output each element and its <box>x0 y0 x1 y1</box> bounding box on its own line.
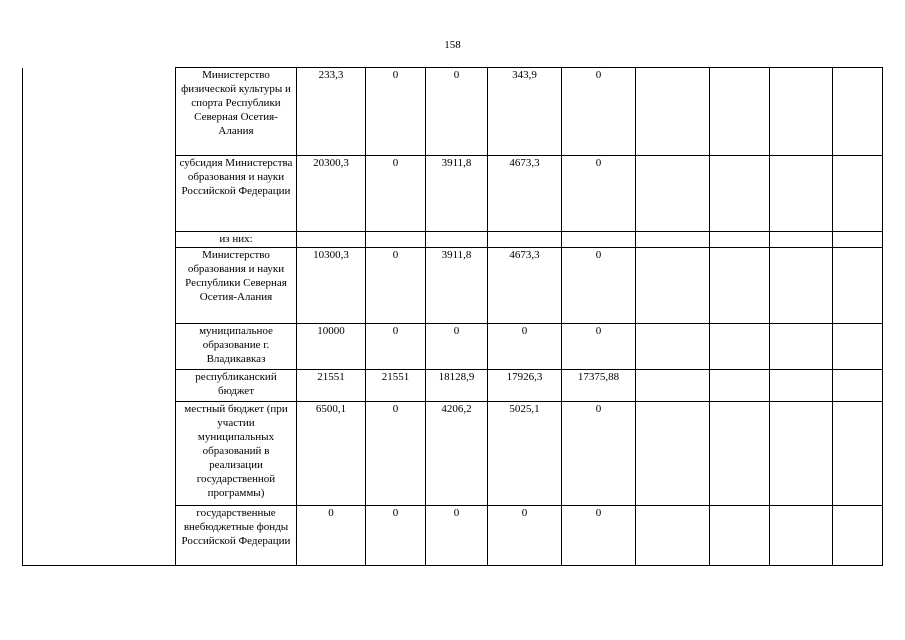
empty-cell <box>710 232 770 248</box>
cell-value: 3911,8 <box>426 156 488 232</box>
cell-value: 0 <box>366 248 426 324</box>
cell-value <box>366 232 426 248</box>
cell-value: 21551 <box>366 370 426 402</box>
empty-cell <box>833 156 883 232</box>
budget-table <box>22 67 883 566</box>
row-name: субсидия Министерства образования и науки Российской Федерации <box>176 156 297 232</box>
empty-cell <box>710 370 770 402</box>
cell-value: 18128,9 <box>426 370 488 402</box>
empty-cell <box>770 402 833 506</box>
empty-cell <box>710 68 770 156</box>
cell-value: 0 <box>488 324 562 370</box>
cell-value: 0 <box>366 156 426 232</box>
empty-cell <box>710 248 770 324</box>
cell-value <box>488 232 562 248</box>
cell-value: 4206,2 <box>426 402 488 506</box>
cell-value: 0 <box>562 68 636 156</box>
row-name: республиканский бюджет <box>176 370 297 402</box>
cell-value <box>426 232 488 248</box>
cell-value: 5025,1 <box>488 402 562 506</box>
cell-value: 0 <box>366 402 426 506</box>
cell-value: 21551 <box>297 370 366 402</box>
cell-value: 0 <box>562 248 636 324</box>
cell-value: 10300,3 <box>297 248 366 324</box>
cell-value: 0 <box>562 156 636 232</box>
row-name: государственные внебюджетные фонды Российской Федерации <box>176 506 297 566</box>
cell-value: 0 <box>366 68 426 156</box>
empty-cell <box>636 248 710 324</box>
cell-value: 0 <box>562 506 636 566</box>
cell-value: 0 <box>426 68 488 156</box>
empty-cell <box>770 370 833 402</box>
cell-value <box>297 232 366 248</box>
empty-cell <box>833 370 883 402</box>
empty-cell <box>770 506 833 566</box>
empty-cell <box>636 68 710 156</box>
cell-value: 0 <box>297 506 366 566</box>
cell-value: 0 <box>366 506 426 566</box>
empty-cell <box>636 232 710 248</box>
empty-cell <box>770 232 833 248</box>
cell-value: 0 <box>366 324 426 370</box>
cell-value: 0 <box>488 506 562 566</box>
cell-value: 343,9 <box>488 68 562 156</box>
empty-cell <box>833 68 883 156</box>
empty-cell <box>636 370 710 402</box>
empty-cell <box>770 324 833 370</box>
empty-cell <box>710 324 770 370</box>
empty-cell <box>636 324 710 370</box>
cell-value: 17375,88 <box>562 370 636 402</box>
empty-cell <box>833 402 883 506</box>
empty-cell <box>710 156 770 232</box>
cell-value: 20300,3 <box>297 156 366 232</box>
row-name: местный бюджет (при участии муниципальных образований в реализации государственной программы) <box>176 402 297 506</box>
cell-value: 0 <box>426 506 488 566</box>
empty-cell <box>833 506 883 566</box>
cell-value: 4673,3 <box>488 248 562 324</box>
row-name: Министерство образования и науки Республики Северная Осетия-Алания <box>176 248 297 324</box>
cell-value: 233,3 <box>297 68 366 156</box>
cell-value: 17926,3 <box>488 370 562 402</box>
empty-cell <box>833 232 883 248</box>
cell-value: 0 <box>562 402 636 506</box>
cell-value: 6500,1 <box>297 402 366 506</box>
row-name: муниципальное образование г. Владикавказ <box>176 324 297 370</box>
empty-cell <box>710 402 770 506</box>
cell-value: 10000 <box>297 324 366 370</box>
cell-value <box>562 232 636 248</box>
cell-value: 0 <box>426 324 488 370</box>
empty-cell <box>770 156 833 232</box>
page-number: 158 <box>444 39 461 51</box>
empty-cell <box>636 506 710 566</box>
row-name: Министерство физической культуры и спорта Республики Северная Осетия-Алания <box>176 68 297 156</box>
merged-empty-cell <box>23 68 176 566</box>
row-name: из них: <box>176 232 297 248</box>
empty-cell <box>833 324 883 370</box>
cell-value: 4673,3 <box>488 156 562 232</box>
table-row <box>23 68 883 156</box>
empty-cell <box>770 68 833 156</box>
cell-value: 3911,8 <box>426 248 488 324</box>
empty-cell <box>833 248 883 324</box>
empty-cell <box>770 248 833 324</box>
empty-cell <box>710 506 770 566</box>
empty-cell <box>636 156 710 232</box>
cell-value: 0 <box>562 324 636 370</box>
empty-cell <box>636 402 710 506</box>
